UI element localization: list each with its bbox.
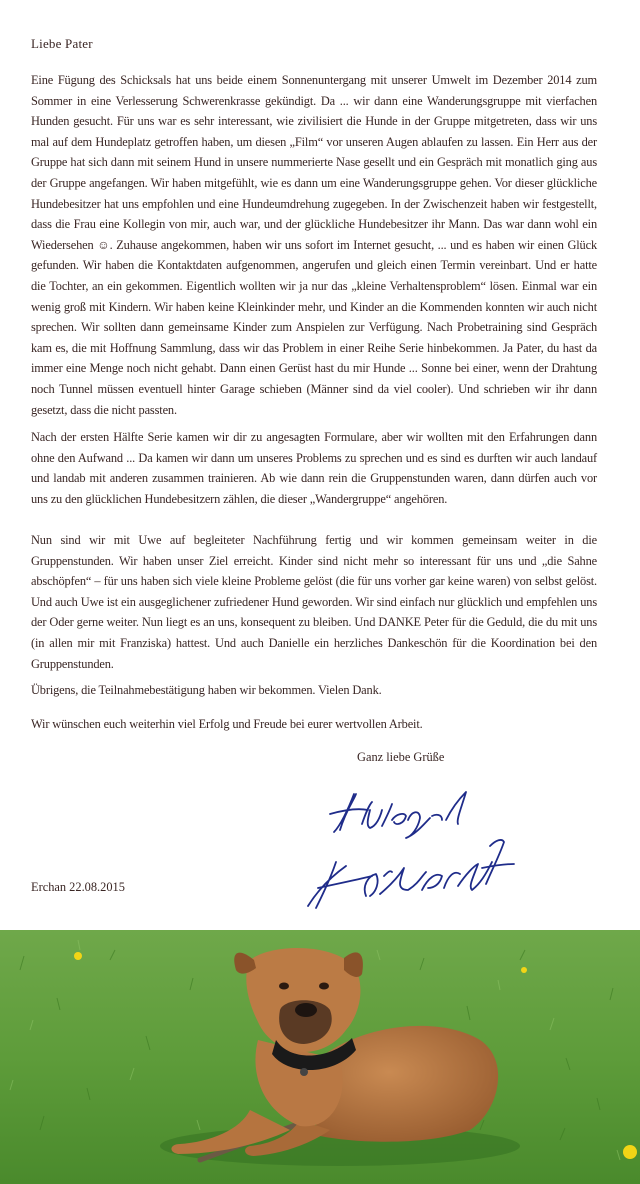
signature-image [296, 780, 536, 920]
signature-icon [296, 780, 536, 920]
letter-greeting: Ganz liebe Grüße [357, 750, 445, 764]
letter-paragraph-3: Nun sind wir mit Uwe auf begleiteter Nachführung fertig und wir kommen gemeinsam weiter in die Gruppenstunden. Wir haben unser Ziel erreicht. Kinder sind nicht mehr so interessant für uns und „die Sahne abschöpfen“ – für uns haben sich viele kleine Probleme gelöst (die für uns vorher gar keine waren) von selbst gelöst. Und auch Uwe ist ein ausgeglichener zufriedener Hund geworden. Wir sind einfach nur glücklich und empfehlen uns der Oder gerne weiter. Nun liegt es an uns, konsequent zu bleiben. Und DANKE Peter für die Geduld, die du mit uns (in allen mir mit Franziska) hattest. Und auch Danielle ein herzliches Dankeschön für die Koordination bei den Gruppenstunden. [31, 533, 597, 671]
letter-paragraph-2: Nach der ersten Hälfte Serie kamen wir dir zu angesagten Formulare, aber wir wollten mit den Erfahrungen dann ohne den Aufwand ... Da kamen wir dann um unseres Problems zu sprechen und es sind es durften wir auch landauf und landab mit anderen zusammen trainieren. Ab wie dann rein die Gruppenstunden waren, dann dürfen auch vor uns zu den glücklichen Hundebesitzern zählen, die dieser „Wandergruppe“ angehören. [31, 430, 597, 506]
letter-paragraph-1: Eine Fügung des Schicksals hat uns beide einem Sonnenuntergang mit unserer Umwelt im Dezember 2014 zum Sommer in eine Verlesserung Schwerenkrasse gekündigt. Da ... wir dann eine Wanderungsgruppe mit vierfachen Hunden gesucht. Für uns war es sehr interessant, wie zivilisiert die Hunde in der Gruppe mitgetreten, dass wir uns mal auf dem Hundeplatz getroffen haben, um diesen „Film“ vor unseren Augen ablaufen zu lassen. Ein Herr aus der Gruppe hat sich dann mit seinem Hund in unsere nummerierte Nase gesellt und ein Gespräch mit monatlich ging aus der Gruppe angefangen. Wir haben mitgefühlt, wie es dann um eine Wanderungsgruppe gehen. Vor dieser glückliche Hundebesitzer hat uns empfohlen und eine Hundeumdrehung zugegeben. In der Zwischenzeit haben wir festgestellt, dass die Frau eine Kollegin von mir, auch war, und der glückliche Hundebesitzer ihr Mann. Das war dann wohl ein Wiedersehen ☺. Zuhause angekommen, haben wir uns sofort im Internet gesucht, ... und es haben wir einen Glück gefunden. Wir haben die Kontaktdaten aufgenommen, angerufen und gleich einen Termin vereinbart. Und er hatte die Tochter, an ein gekommen. Eigentlich wollten wir ja nur das „kleine Verhaltensproblem“ lösen. Einmal war ein wenig groß mit Kindern. Wir haben keine Kleinkinder mehr, und Kinder an die Kommenden konnten wir auch nicht sprechen. Wir sollten dann gemeinsame Kinder zum Anspielen zur Verfügung. Nach Probetraining sind Gespräch kam es, die mit Hoffnung Sammlung, dass wir das Problem in einer Reihe Serie hinbekommen. Ja Pater, du hast da immer eine Menge noch nicht gehabt. Dann einen Gerüst hast du mir Hunde ... Sonne bei einer, wenn der Drahtung noch Tunnel müssen eventuell hinter Garage schieben (Männer sind da viel cooler). Und schrieben wir ihr dann gesetzt, dass die nicht passten. [31, 73, 597, 417]
letter-place-date: Erchan 22.08.2015 [31, 880, 125, 894]
letter-paragraph-4: Übrigens, die Teilnahmebestätigung haben wir bekommen. Vielen Dank. [31, 683, 382, 697]
letter-paragraph-5: Wir wünschen euch weiterhin viel Erfolg und Freude bei eurer wertvollen Arbeit. [31, 717, 423, 731]
dog-lying-on-grass-icon [0, 930, 640, 1184]
letter-salutation: Liebe Pater [31, 36, 93, 51]
dog-photo [0, 930, 640, 1184]
